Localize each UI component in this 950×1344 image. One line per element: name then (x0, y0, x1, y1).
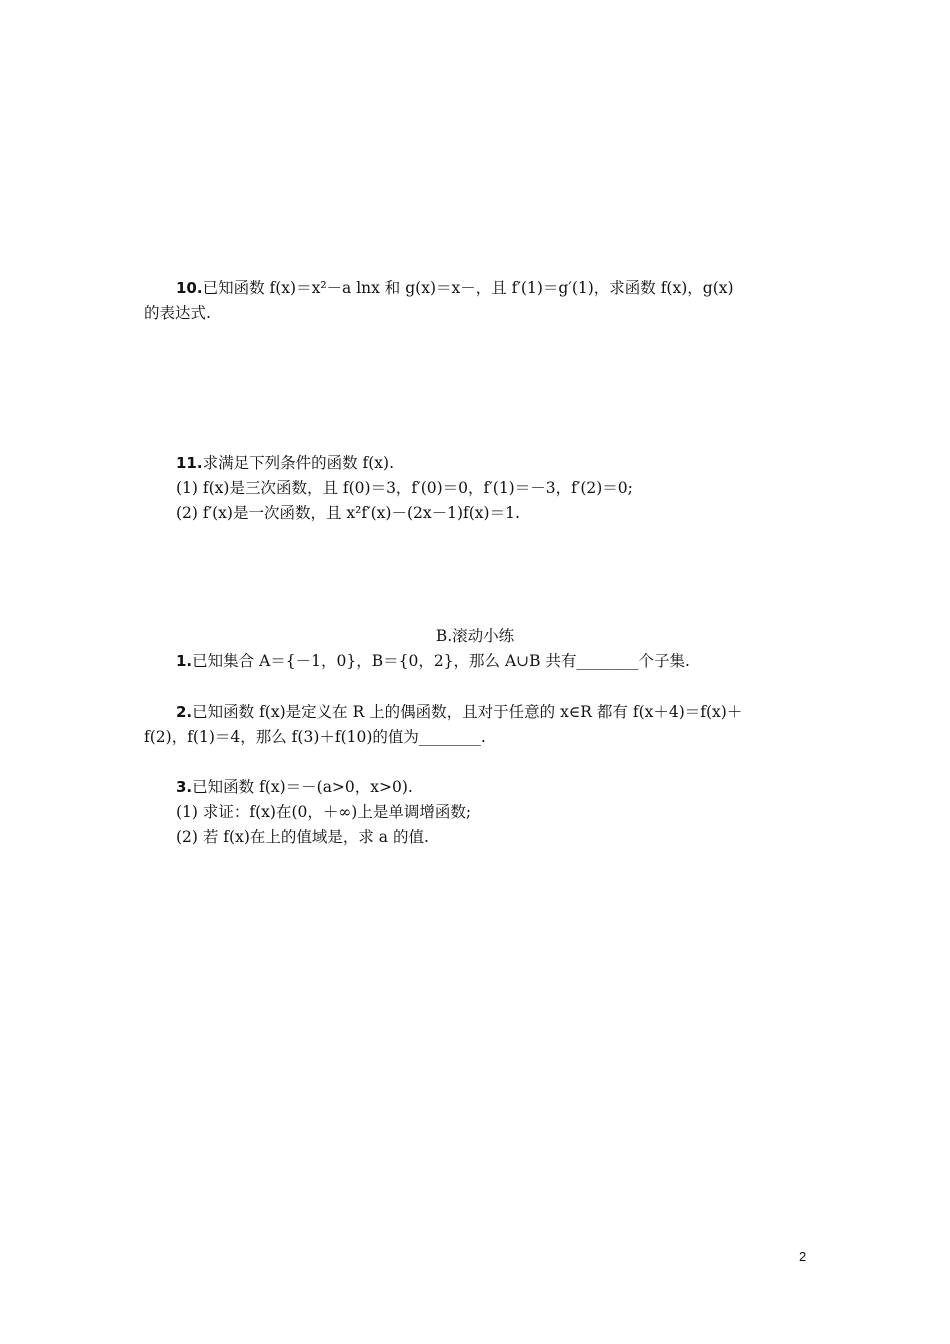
page-number: 2 (799, 1249, 807, 1264)
b1-line (176, 651, 690, 671)
b3-part1: (1) 求证：f(x)在(0，＋∞)上是单调增函数; (176, 803, 472, 821)
b2-number: 2. (176, 703, 193, 721)
b3-stem (176, 777, 413, 797)
b1-number: 1. (176, 652, 193, 670)
q11-stem (176, 453, 394, 473)
q10-number: 10. (176, 279, 203, 297)
b2-line2: f(2)，f(1)＝4，那么 f(3)＋f(10)的值为________. (144, 728, 486, 746)
b2-text: 已知函数 f(x)是定义在 R 上的偶函数，且对于任意的 x∈R 都有 f(x＋4)＝f(x)＋ (192, 703, 743, 721)
q11-part1: (1) f(x)是三次函数，且 f(0)＝3，f′(0)＝0，f′(1)＝－3，f′(2)＝0; (176, 479, 633, 497)
q10-line2: 的表达式. (144, 304, 211, 322)
q11-part2: (2) f′(x)是一次函数，且 x²f′(x)－(2x－1)f(x)＝1. (176, 504, 520, 522)
b3-number: 3. (176, 778, 193, 796)
q10-text: 已知函数 f(x)＝x²－a lnx 和 g(x)＝x－，且 f′(1)＝g′(1)，求函数 f(x)，g(x) (202, 279, 734, 297)
q11-number: 11. (176, 454, 203, 472)
q10-line1 (176, 278, 734, 298)
b1-text: 已知集合 A＝{－1，0}，B＝{0，2}，那么 A∪B 共有________个子集. (192, 652, 690, 670)
q11-stem-text: 求满足下列条件的函数 f(x). (202, 454, 395, 472)
b3-part2: (2) 若 f(x)在上的值域是，求 a 的值. (176, 828, 429, 846)
b2-line1 (176, 702, 742, 722)
section-b-title: B.滚动小练 (435, 627, 515, 645)
b3-stem-text: 已知函数 f(x)＝－(a>0，x>0). (192, 778, 413, 796)
